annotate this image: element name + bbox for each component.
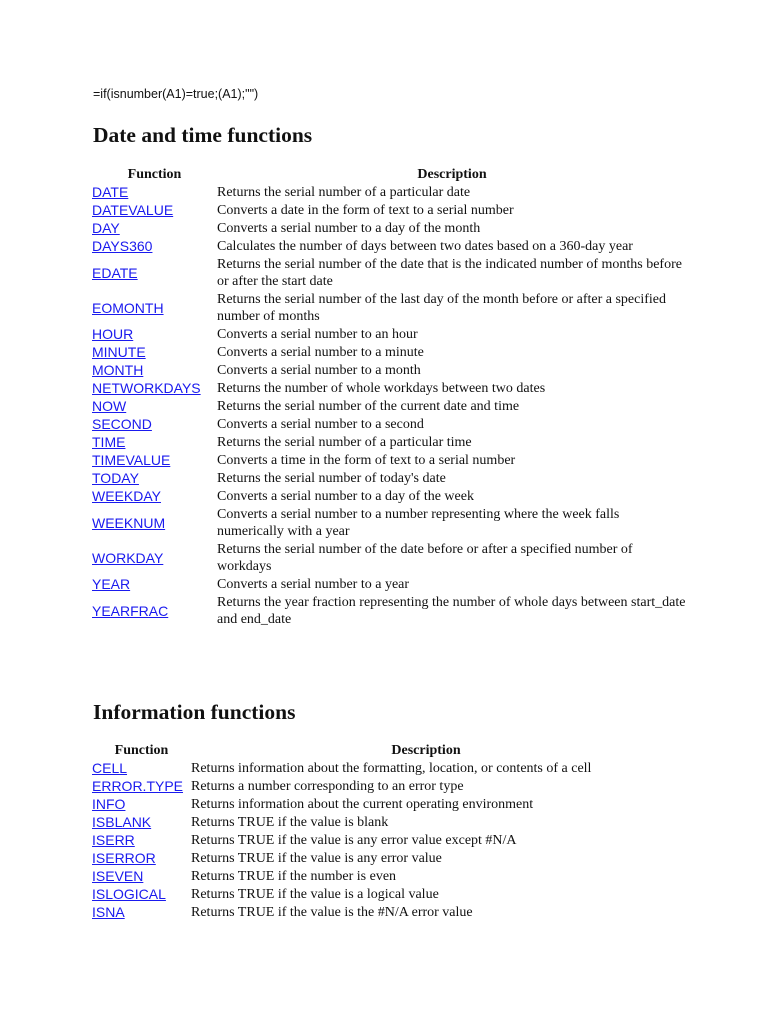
function-name-cell <box>92 506 217 541</box>
information-functions-table <box>92 741 661 922</box>
function-description: Returns the serial number of today's date <box>217 471 446 486</box>
function-description: Returns TRUE if the value is a logical value <box>191 887 439 902</box>
function-description: Returns information about the formatting, location, or contents of a cell <box>191 761 592 776</box>
function-name-cell <box>92 488 217 506</box>
function-description: Returns the serial number of the date that is the indicated number of months before or after the start date <box>217 257 682 289</box>
function-link-iserr[interactable]: ISERR <box>92 832 135 848</box>
function-name-cell <box>92 202 217 220</box>
function-name-cell <box>92 470 217 488</box>
function-name-cell <box>92 832 191 850</box>
function-name-cell <box>92 796 191 814</box>
function-description: Returns TRUE if the value is any error value except #N/A <box>191 833 517 848</box>
table-header-row <box>92 741 661 760</box>
table-row <box>92 398 687 416</box>
information-heading: Information functions <box>93 700 296 724</box>
function-column-header: Function <box>114 743 169 758</box>
table-row <box>92 778 661 796</box>
function-name-cell <box>92 398 217 416</box>
function-link-isblank[interactable]: ISBLANK <box>92 814 152 830</box>
function-column-header: Function <box>127 167 182 182</box>
function-link-day[interactable]: DAY <box>92 220 120 236</box>
function-description: Returns a number corresponding to an error type <box>191 779 464 794</box>
table-row <box>92 434 687 452</box>
function-name-cell <box>92 886 191 904</box>
function-link-weekday[interactable]: WEEKDAY <box>92 488 161 504</box>
table-row <box>92 488 687 506</box>
function-description: Converts a date in the form of text to a serial number <box>217 203 514 218</box>
function-name-cell <box>92 344 217 362</box>
function-name-cell <box>92 576 217 594</box>
function-name-cell <box>92 814 191 832</box>
function-description: Returns the serial number of a particular time <box>217 435 472 450</box>
function-link-error-type[interactable]: ERROR.TYPE <box>92 778 184 794</box>
function-description: Converts a serial number to a day of the month <box>217 221 481 236</box>
function-link-yearfrac[interactable]: YEARFRAC <box>92 602 169 619</box>
table-row <box>92 594 687 629</box>
table-row <box>92 362 687 380</box>
function-link-datevalue[interactable]: DATEVALUE <box>92 202 174 218</box>
function-name-cell <box>92 416 217 434</box>
function-description: Returns the serial number of the current date and time <box>217 399 520 414</box>
table-row <box>92 291 687 326</box>
function-description: Returns the serial number of the last day of the month before or after a specified number of months <box>217 292 667 324</box>
table-row <box>92 256 687 291</box>
function-link-networkdays[interactable]: NETWORKDAYS <box>92 380 201 396</box>
function-description: Returns the number of whole workdays between two dates <box>217 381 546 396</box>
function-name-cell <box>92 256 217 291</box>
function-description: Converts a serial number to a minute <box>217 345 424 360</box>
function-name-cell <box>92 238 217 256</box>
function-description: Returns TRUE if the value is blank <box>191 815 389 830</box>
table-row <box>92 184 687 202</box>
description-column-header: Description <box>417 167 487 182</box>
function-name-cell <box>92 904 191 922</box>
function-link-month[interactable]: MONTH <box>92 362 144 378</box>
function-description: Returns the serial number of a particular date <box>217 185 471 200</box>
table-row <box>92 796 661 814</box>
function-name-cell <box>92 326 217 344</box>
function-name-cell <box>92 594 217 629</box>
function-description: Converts a serial number to a month <box>217 363 421 378</box>
function-name-cell <box>92 541 217 576</box>
table-row <box>92 326 687 344</box>
function-link-info[interactable]: INFO <box>92 796 126 812</box>
function-link-weeknum[interactable]: WEEKNUM <box>92 514 166 531</box>
function-link-edate[interactable]: EDATE <box>92 264 138 281</box>
function-link-islogical[interactable]: ISLOGICAL <box>92 886 166 902</box>
function-link-time[interactable]: TIME <box>92 434 126 450</box>
function-description: Converts a time in the form of text to a serial number <box>217 453 516 468</box>
function-description: Converts a serial number to a second <box>217 417 424 432</box>
table-row <box>92 380 687 398</box>
description-column-header: Description <box>391 743 461 758</box>
table-row <box>92 868 661 886</box>
table-row <box>92 850 661 868</box>
table-row <box>92 344 687 362</box>
function-description: Converts a serial number to a number representing where the week falls numerically with a year <box>217 507 620 539</box>
function-description: Returns TRUE if the value is any error value <box>191 851 442 866</box>
function-link-cell[interactable]: CELL <box>92 760 128 776</box>
function-name-cell <box>92 220 217 238</box>
function-name-cell <box>92 362 217 380</box>
function-name-cell <box>92 434 217 452</box>
function-description: Calculates the number of days between two dates based on a 360-day year <box>217 239 633 254</box>
date-time-functions-table <box>92 165 687 629</box>
table-row <box>92 470 687 488</box>
function-link-year[interactable]: YEAR <box>92 576 131 592</box>
function-link-minute[interactable]: MINUTE <box>92 344 146 360</box>
function-name-cell <box>92 850 191 868</box>
table-row <box>92 832 661 850</box>
function-description: Converts a serial number to a year <box>217 577 410 592</box>
function-description: Returns TRUE if the number is even <box>191 869 397 884</box>
date-time-heading: Date and time functions <box>93 123 313 147</box>
table-row <box>92 576 687 594</box>
function-description: Returns information about the current operating environment <box>191 797 534 812</box>
function-link-iserror[interactable]: ISERROR <box>92 850 156 866</box>
function-name-cell <box>92 380 217 398</box>
function-link-today[interactable]: TODAY <box>92 470 139 486</box>
function-link-timevalue[interactable]: TIMEVALUE <box>92 452 171 468</box>
function-name-cell <box>92 184 217 202</box>
function-description: Returns the serial number of the date before or after a specified number of workdays <box>217 542 633 574</box>
function-link-date[interactable]: DATE <box>92 184 129 200</box>
function-link-eomonth[interactable]: EOMONTH <box>92 299 164 316</box>
function-description: Converts a serial number to an hour <box>217 327 418 342</box>
function-name-cell <box>92 778 191 796</box>
function-description: Returns TRUE if the value is the #N/A error value <box>191 905 473 920</box>
function-name-cell <box>92 868 191 886</box>
table-row <box>92 202 687 220</box>
table-row <box>92 506 687 541</box>
table-row <box>92 760 661 778</box>
function-link-iseven[interactable]: ISEVEN <box>92 868 144 884</box>
formula-text: =if(isnumber(A1)=true;(A1);"") <box>93 87 259 101</box>
function-description: Returns the year fraction representing the number of whole days between start_date and end_date <box>217 595 686 627</box>
function-description: Converts a serial number to a day of the week <box>217 489 474 504</box>
table-header-row <box>92 165 687 184</box>
function-name-cell <box>92 760 191 778</box>
table-row <box>92 886 661 904</box>
table-row <box>92 814 661 832</box>
function-link-isna[interactable]: ISNA <box>92 904 125 920</box>
table-row <box>92 238 687 256</box>
table-row <box>92 452 687 470</box>
table-row <box>92 904 661 922</box>
table-row <box>92 220 687 238</box>
function-link-now[interactable]: NOW <box>92 398 127 414</box>
function-link-hour[interactable]: HOUR <box>92 326 134 342</box>
function-name-cell <box>92 291 217 326</box>
function-link-second[interactable]: SECOND <box>92 416 152 432</box>
table-row <box>92 541 687 576</box>
function-link-days360[interactable]: DAYS360 <box>92 238 153 254</box>
function-name-cell <box>92 452 217 470</box>
function-link-workday[interactable]: WORKDAY <box>92 549 164 566</box>
table-row <box>92 416 687 434</box>
